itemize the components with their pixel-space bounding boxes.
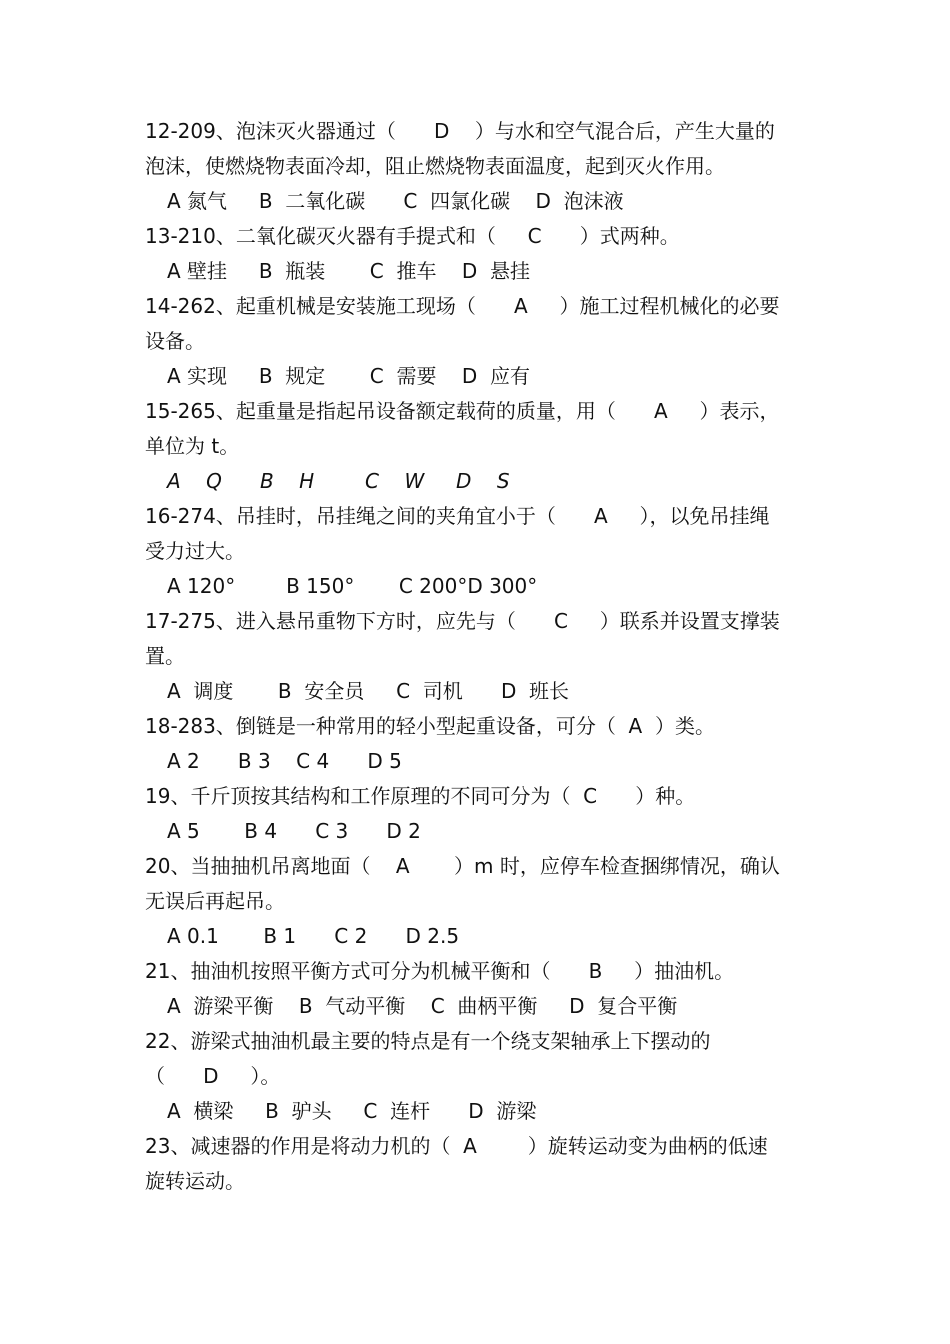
question-list [145,114,815,1199]
options-line: A 120° B 150° C 200°D 300° [167,574,538,598]
options-line: A 2 B 3 C 4 D 5 [167,749,402,773]
question-line: 置。 [145,644,185,668]
question-line: 22、游梁式抽油机最主要的特点是有一个绕支架轴承上下摆动的 [145,1029,711,1053]
question-line: 12-209、泡沫灭火器通过（ D ）与水和空气混合后，产生大量的 [145,119,775,143]
question-line: 泡沫，使燃烧物表面冷却，阻止燃烧物表面温度，起到灭火作用。 [145,154,725,178]
question-line: 单位为 t。 [145,434,240,458]
question-line: 23、减速器的作用是将动力机的（ A ）旋转运动变为曲柄的低速 [145,1134,768,1158]
question-line: 设备。 [145,329,205,353]
options-line: A 调度 B 安全员 C 司机 D 班长 [167,679,570,703]
options-line: A 5 B 4 C 3 D 2 [167,819,421,843]
question-line: 17-275、进入悬吊重物下方时，应先与（ C ）联系并设置支撑装 [145,609,780,633]
options-line: A 氮气 B 二氧化碳 C 四氯化碳 D 泡沫液 [167,189,624,213]
options-line: A 实现 B 规定 C 需要 D 应有 [167,364,530,388]
question-line: 18-283、倒链是一种常用的轻小型起重设备，可分（ A ）类。 [145,714,715,738]
question-line: 20、当抽抽机吊离地面（ A ）m 时，应停车检查捆绑情况，确认 [145,854,780,878]
options-line: A 0.1 B 1 C 2 D 2.5 [167,924,460,948]
options-line: A Q B H C W D S [167,469,510,493]
options-line: A 壁挂 B 瓶装 C 推车 D 悬挂 [167,259,530,283]
options-line: A 游梁平衡 B 气动平衡 C 曲柄平衡 D 复合平衡 [167,994,678,1018]
options-line: A 横梁 B 驴头 C 连杆 D 游梁 [167,1099,537,1123]
question-line: 16-274、吊挂时，吊挂绳之间的夹角宜小于（ A ），以免吊挂绳 [145,504,770,528]
question-line: 15-265、起重量是指起吊设备额定载荷的质量，用（ A ）表示， [145,399,780,423]
question-line: 无误后再起吊。 [145,889,285,913]
question-line: 旋转运动。 [145,1169,245,1193]
question-line: 14-262、起重机械是安装施工现场（ A ）施工过程机械化的必要 [145,294,780,318]
question-line: 13-210、二氧化碳灭火器有手提式和（ C ）式两种。 [145,224,680,248]
question-line: 19、千斤顶按其结构和工作原理的不同可分为（ C ）种。 [145,784,696,808]
question-line: 21、抽油机按照平衡方式可分为机械平衡和（ B ）抽油机。 [145,959,735,983]
question-line: （ D ）。 [145,1064,281,1088]
question-line: 受力过大。 [145,539,245,563]
